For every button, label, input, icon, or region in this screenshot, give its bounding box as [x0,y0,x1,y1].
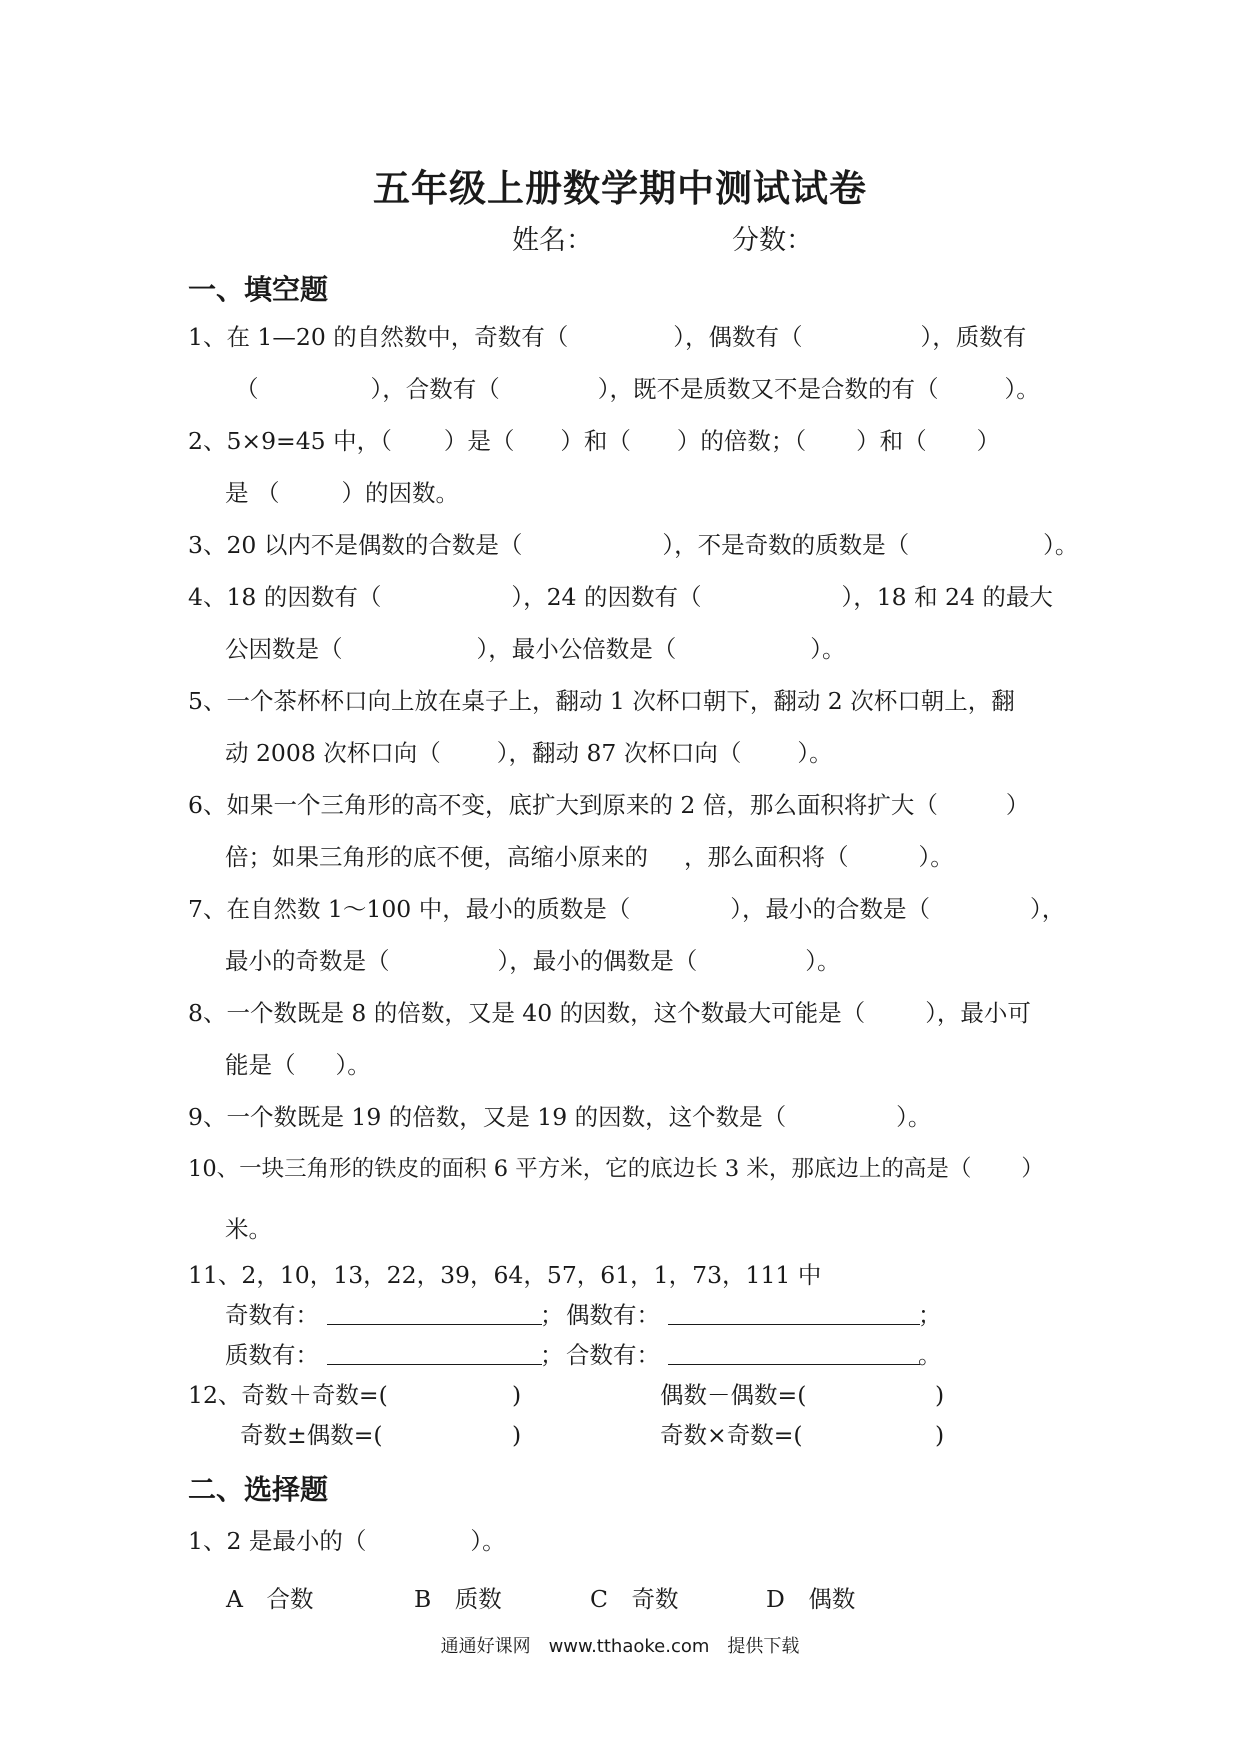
question-11-line-1: 11、2，10，13，22，39，64，57，61，1，73，111 中 [188,1261,822,1289]
question-5-line-2: 动 2008 次杯口向（ ），翻动 87 次杯口向（ ）。 [225,739,833,767]
separator: ； [540,1301,564,1329]
question-5-line-1: 5、一个茶杯杯口向上放在桌子上，翻动 1 次杯口朝下，翻动 2 次杯口朝上，翻 [188,687,1015,715]
question-8-line-1: 8、一个数既是 8 的倍数，又是 40 的因数，这个数最大可能是（ ），最小可 [188,999,1031,1027]
question-4-line-2: 公因数是（ ），最小公倍数是（ ）。 [225,635,846,663]
separator: ； [540,1341,564,1369]
q12-odd-plus-odd: 12、奇数＋奇数=( [188,1381,388,1409]
question-2-line-2: 是 （ ）的因数。 [225,479,459,507]
question-7-line-2: 最小的奇数是（ ），最小的偶数是（ ）。 [225,947,841,975]
choice-1-stem: 1、2 是最小的（ ）。 [188,1527,506,1555]
composite-label: 合数有： [566,1341,660,1369]
option-c[interactable]: C 奇数 [590,1585,679,1613]
composite-answer-line [668,1342,920,1365]
question-3-line-1: 3、20 以内不是偶数的合数是（ ），不是奇数的质数是（ ）。 [188,531,1079,559]
question-10-line-2: 米。 [225,1215,272,1243]
question-10-line-1: 10、一块三角形的铁皮的面积 6 平方米，它的底边长 3 米，那底边上的高是（ ） [188,1156,1044,1182]
q12-odd-pm-even: 奇数±偶数=( [240,1421,383,1449]
question-7-line-1: 7、在自然数 1～100 中，最小的质数是（ ），最小的合数是（ ）， [188,895,1066,923]
q12-close: ) [512,1381,522,1409]
footer-source: 通通好课网 www.tthaoke.com 提供下载 [440,1636,800,1657]
odd-label: 奇数有： [225,1301,319,1329]
even-label: 偶数有： [566,1301,660,1329]
odd-answer-line [327,1302,542,1325]
end-mark: 。 [918,1341,942,1369]
q12-close: ) [935,1421,945,1449]
section-multiple-choice: 二、选择题 [188,1473,329,1506]
question-2-line-1: 2、5×9=45 中，（ ）是（ ）和（ ）的倍数；（ ）和（ ） [188,427,1001,455]
even-answer-line [668,1302,920,1325]
question-9-line-1: 9、一个数既是 19 的倍数，又是 19 的因数，这个数是（ ）。 [188,1103,932,1131]
option-b[interactable]: B 质数 [414,1585,502,1613]
prime-label: 质数有： [225,1341,319,1369]
question-6-line-2: 倍；如果三角形的底不便，高缩小原来的 ，那么面积将（ ）。 [225,843,954,871]
option-a[interactable]: A 合数 [226,1585,314,1613]
question-1-line-1: 1、在 1—20 的自然数中，奇数有（ ），偶数有（ ），质数有 [188,323,1027,351]
page-title: 五年级上册数学期中测试试卷 [373,167,867,210]
question-8-line-2: 能是（ ）。 [225,1051,371,1079]
question-4-line-1: 4、18 的因数有（ ），24 的因数有（ ），18 和 24 的最大 [188,583,1053,611]
question-1-line-2: （ ），合数有（ ），既不是质数又不是合数的有（ ）。 [235,375,1040,403]
q12-even-minus-even: 偶数－偶数=( [660,1381,807,1409]
question-6-line-1: 6、如果一个三角形的高不变，底扩大到原来的 2 倍，那么面积将扩大（ ） [188,791,1030,819]
score-label: 分数： [732,225,813,256]
q12-odd-times-odd: 奇数×奇数=( [660,1421,803,1449]
q12-close: ) [512,1421,522,1449]
separator: ； [918,1301,942,1329]
prime-answer-line [327,1342,542,1365]
name-label: 姓名： [512,225,593,256]
section-fill-in: 一、填空题 [188,273,329,306]
option-d[interactable]: D 偶数 [766,1585,856,1613]
q12-close: ) [935,1381,945,1409]
